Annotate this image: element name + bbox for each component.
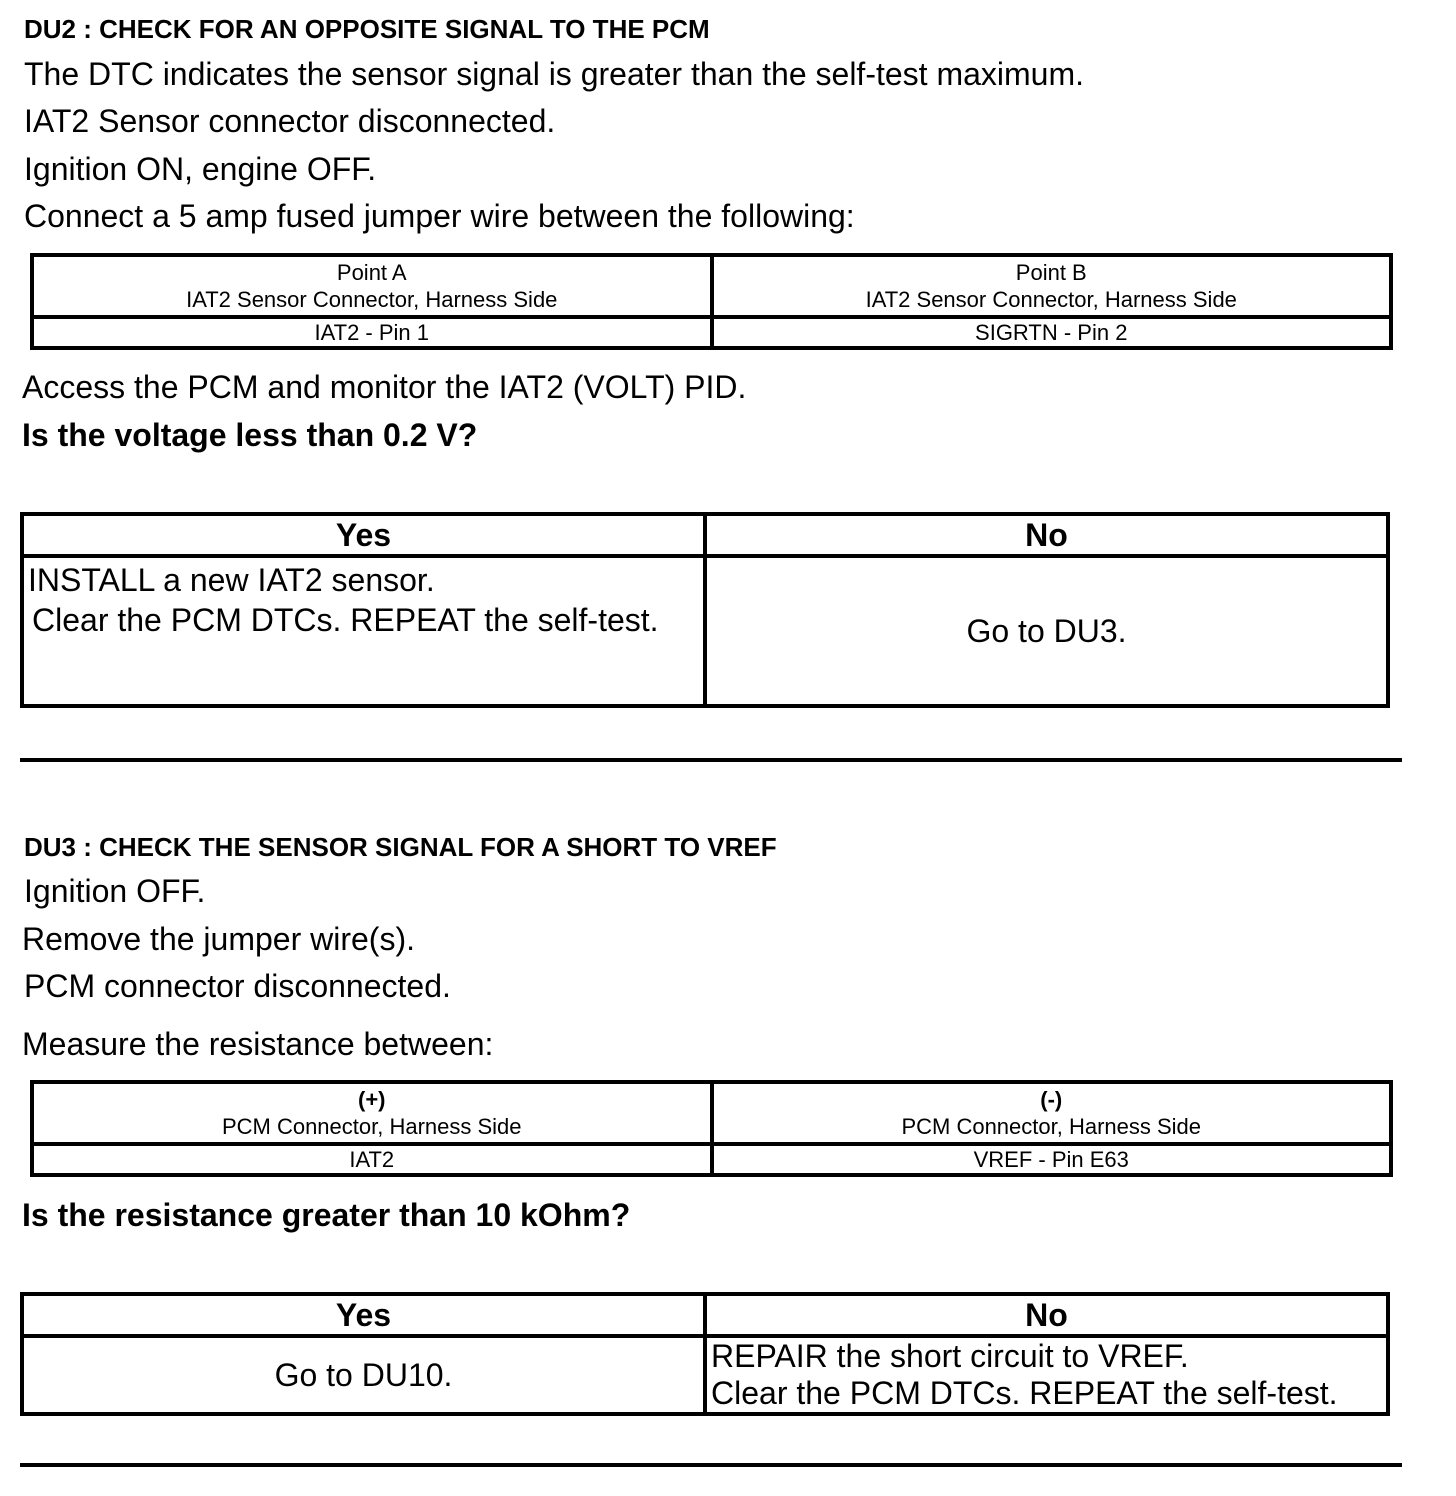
du3-no-header: No [705,1294,1388,1336]
du2-point-b-value: SIGRTN - Pin 2 [712,317,1392,348]
du3-no-line-1: REPAIR the short circuit to VREF. [711,1338,1189,1374]
du3-negative-header [712,1082,1392,1144]
du3-instruction-4: Measure the resistance between: [22,1026,494,1062]
du3-connection-table [30,1080,1393,1177]
du2-answer-table [20,512,1390,708]
du2-instruction-1: The DTC indicates the sensor signal is greater than the self-test maximum. [24,56,1084,92]
section-divider-1 [20,758,1402,762]
du2-monitor-instruction: Access the PCM and monitor the IAT2 (VOLT) PID. [22,369,747,405]
du3-instruction-3: PCM connector disconnected. [24,968,451,1004]
du3-heading: DU3 : CHECK THE SENSOR SIGNAL FOR A SHORT TO VREF [24,832,777,862]
du2-point-a-title: Point A [336,260,407,285]
du2-instruction-3: Ignition ON, engine OFF. [24,151,377,187]
du2-yes-line-2: Clear the PCM DTCs. REPEAT the self-test. [32,602,659,638]
du3-yes-header: Yes [22,1294,705,1336]
du2-connection-table [30,253,1393,350]
du2-heading: DU2 : CHECK FOR AN OPPOSITE SIGNAL TO THE PCM [24,14,710,44]
du2-point-a-header [32,255,712,317]
du2-point-a-value: IAT2 - Pin 1 [32,317,712,348]
du2-yes-cell [22,556,705,706]
du3-negative-title: (-) [1040,1087,1063,1112]
du3-negative-value: VREF - Pin E63 [712,1144,1392,1175]
du2-instruction-4: Connect a 5 amp fused jumper wire between the following: [24,198,855,234]
section-divider-2 [20,1463,1402,1467]
du2-point-b-title: Point B [1015,260,1087,285]
du3-yes-cell: Go to DU10. [22,1336,705,1414]
du3-positive-title: (+) [358,1087,386,1112]
du2-yes-line-1: INSTALL a new IAT2 sensor. [28,562,435,598]
du3-positive-value: IAT2 [32,1144,712,1175]
du3-no-line-2: Clear the PCM DTCs. REPEAT the self-test. [711,1375,1338,1411]
du3-answer-table [20,1292,1390,1416]
du3-positive-header [32,1082,712,1144]
du2-point-b-subtitle: IAT2 Sensor Connector, Harness Side [865,287,1237,312]
du2-point-b-header [712,255,1392,317]
du3-negative-subtitle: PCM Connector, Harness Side [901,1114,1202,1139]
du2-no-cell: Go to DU3. [705,556,1388,706]
du3-positive-subtitle: PCM Connector, Harness Side [221,1114,522,1139]
du2-yes-header: Yes [22,514,705,556]
du3-question: Is the resistance greater than 10 kOhm? [22,1197,631,1233]
du2-question: Is the voltage less than 0.2 V? [22,417,478,453]
du2-point-a-subtitle: IAT2 Sensor Connector, Harness Side [186,287,558,312]
du3-instruction-2: Remove the jumper wire(s). [22,921,415,957]
du3-no-cell [705,1336,1388,1414]
du2-instruction-2: IAT2 Sensor connector disconnected. [24,103,556,139]
du3-instruction-1: Ignition OFF. [24,873,206,909]
du2-no-header: No [705,514,1388,556]
